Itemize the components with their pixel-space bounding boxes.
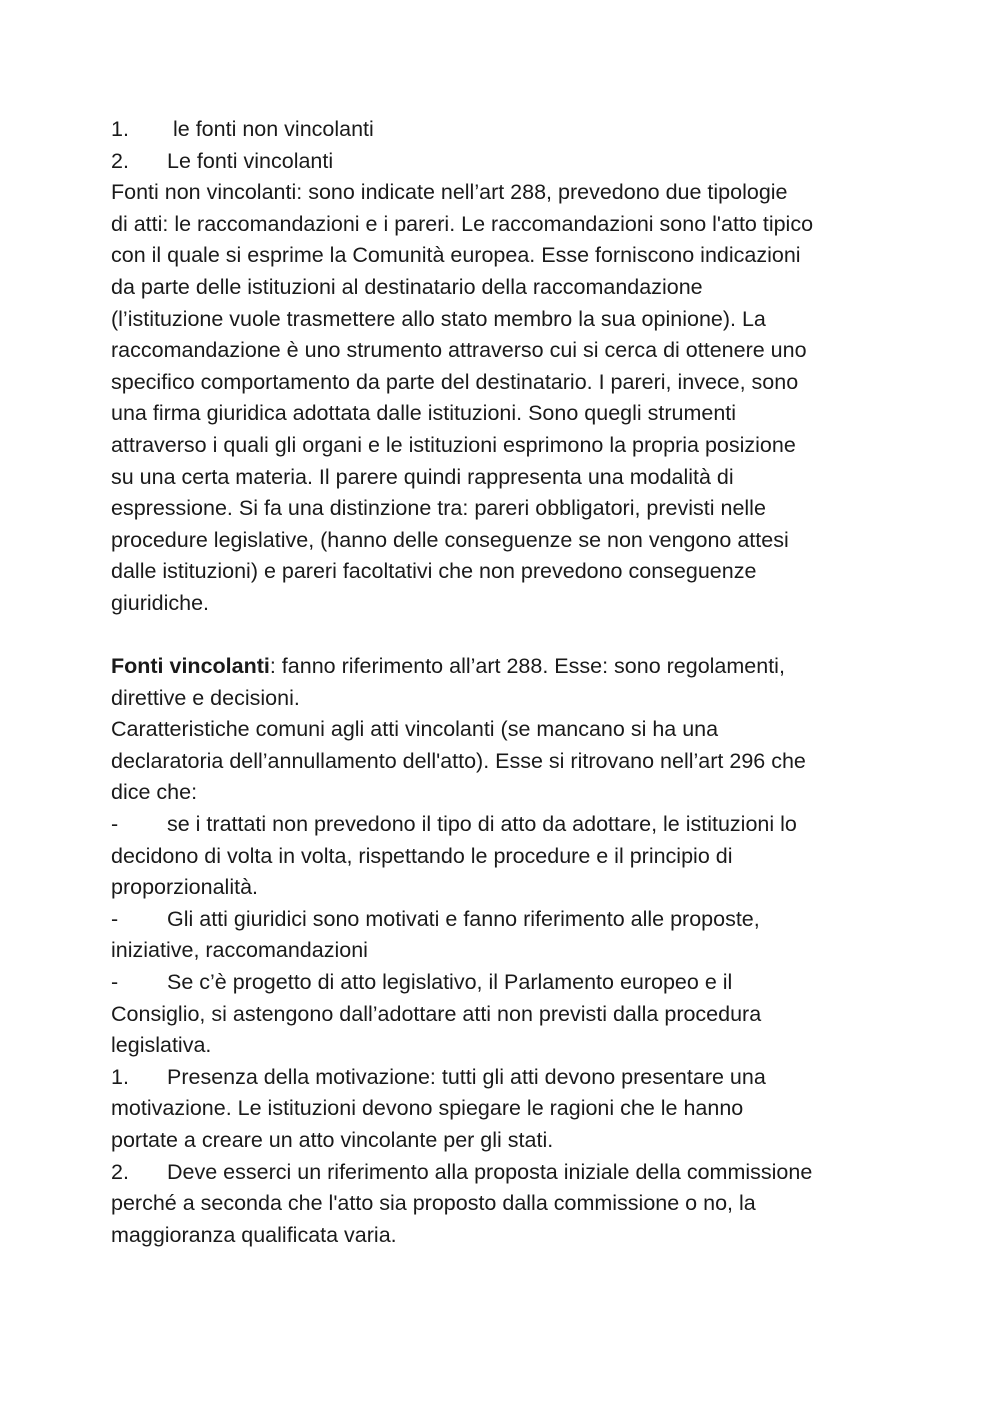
- text-line: dice che:: [111, 780, 198, 805]
- list-item: [111, 967, 901, 1062]
- text-line: perché a seconda che l'atto sia proposto dalla commissione o no, la: [111, 1191, 756, 1216]
- dash-list: [111, 809, 901, 1062]
- list-marker: -: [111, 970, 119, 995]
- text-line: su una certa materia. Il parere quindi rappresenta una modalità di: [111, 464, 734, 489]
- paragraph-fonti-non-vincolanti: [111, 177, 901, 619]
- text-line: legislativa.: [111, 1033, 212, 1058]
- text-line: Consiglio, si astengono dall’adottare atti non previsti dalla procedura: [111, 1001, 762, 1026]
- list-marker: 2.: [111, 1159, 129, 1184]
- list-marker: -: [111, 906, 119, 931]
- text-line: portate a creare un atto vincolante per gli stati.: [111, 1128, 554, 1152]
- list-item-text: Se c’è progetto di atto legislativo, il Parlamento europeo e il: [167, 970, 733, 995]
- text-line: proporzionalità.: [111, 875, 259, 900]
- top-list: [111, 114, 901, 177]
- text-line: [111, 904, 901, 936]
- list-item: [111, 1062, 901, 1157]
- text-line: raccomandazione è uno strumento attraverso cui si cerca di ottenere uno: [111, 338, 807, 363]
- list-marker: 1.: [111, 117, 129, 141]
- bold-term: Fonti vincolanti: [111, 654, 270, 679]
- numbered-list: [111, 1062, 901, 1252]
- text-line: [111, 967, 901, 999]
- list-marker: 1.: [111, 1064, 129, 1089]
- list-item-text: le fonti non vincolanti: [173, 117, 374, 141]
- paragraph-spacer: [111, 620, 901, 652]
- text-line: [111, 1062, 901, 1094]
- text-line: attraverso i quali gli organi e le istituzioni esprimono la propria posizione: [111, 432, 796, 457]
- list-item: [111, 809, 901, 904]
- text-line: procedure legislative, (hanno delle conseguenze se non vengono attesi: [111, 527, 789, 552]
- text-line: decidono di volta in volta, rispettando le procedure e il principio di: [111, 843, 733, 868]
- text-line: [111, 651, 901, 683]
- text-line: [111, 1157, 901, 1189]
- list-item: [111, 146, 901, 178]
- text-line: Caratteristiche comuni agli atti vincolanti (se mancano si ha una: [111, 717, 719, 742]
- text-line: di atti: le raccomandazioni e i pareri. Le raccomandazioni sono l'atto tipico: [111, 211, 814, 236]
- list-item-text: Deve esserci un riferimento alla proposta iniziale della commissione: [167, 1159, 813, 1184]
- list-item-text: Le fonti vincolanti: [167, 148, 334, 173]
- text-line: Fonti non vincolanti: sono indicate nell’art 288, prevedono due tipologie: [111, 180, 788, 205]
- text-span: : fanno riferimento all’art 288. Esse: sono regolamenti,: [269, 654, 785, 679]
- list-item: [111, 114, 901, 146]
- text-line: maggioranza qualificata varia.: [111, 1222, 397, 1247]
- text-line: specifico comportamento da parte del destinatario. I pareri, invece, sono: [111, 369, 799, 394]
- text-line: iniziative, raccomandazioni: [111, 938, 368, 963]
- paragraph-fonti-vincolanti: [111, 651, 901, 809]
- document-page: [111, 114, 901, 1251]
- list-item-text: se i trattati non prevedono il tipo di atto da adottare, le istituzioni lo: [167, 812, 797, 837]
- list-item-text: Gli atti giuridici sono motivati e fanno riferimento alle proposte,: [167, 906, 760, 931]
- list-item: [111, 1157, 901, 1252]
- list-item: [111, 904, 901, 967]
- text-line: da parte delle istituzioni al destinatario della raccomandazione: [111, 274, 703, 299]
- text-line: direttive e decisioni.: [111, 685, 300, 710]
- list-item-text: Presenza della motivazione: tutti gli atti devono presentare una: [167, 1064, 766, 1089]
- text-line: [111, 809, 901, 841]
- list-marker: 2.: [111, 148, 129, 173]
- list-marker: -: [111, 812, 119, 837]
- text-line: giuridiche.: [111, 590, 209, 615]
- text-line: espressione. Si fa una distinzione tra: pareri obbligatori, previsti nelle: [111, 496, 766, 521]
- text-line: (l’istituzione vuole trasmettere allo stato membro la sua opinione). La: [111, 306, 766, 331]
- text-line: declaratoria dell’annullamento dell'atto). Esse si ritrovano nell’art 296 che: [111, 748, 806, 773]
- text-line: motivazione. Le istituzioni devono spiegare le ragioni che le hanno: [111, 1096, 744, 1121]
- text-line: con il quale si esprime la Comunità europea. Esse forniscono indicazioni: [111, 243, 801, 268]
- text-line: una firma giuridica adottata dalle istituzioni. Sono quegli strumenti: [111, 401, 737, 426]
- text-line: dalle istituzioni) e pareri facoltativi che non prevedono conseguenze: [111, 559, 757, 584]
